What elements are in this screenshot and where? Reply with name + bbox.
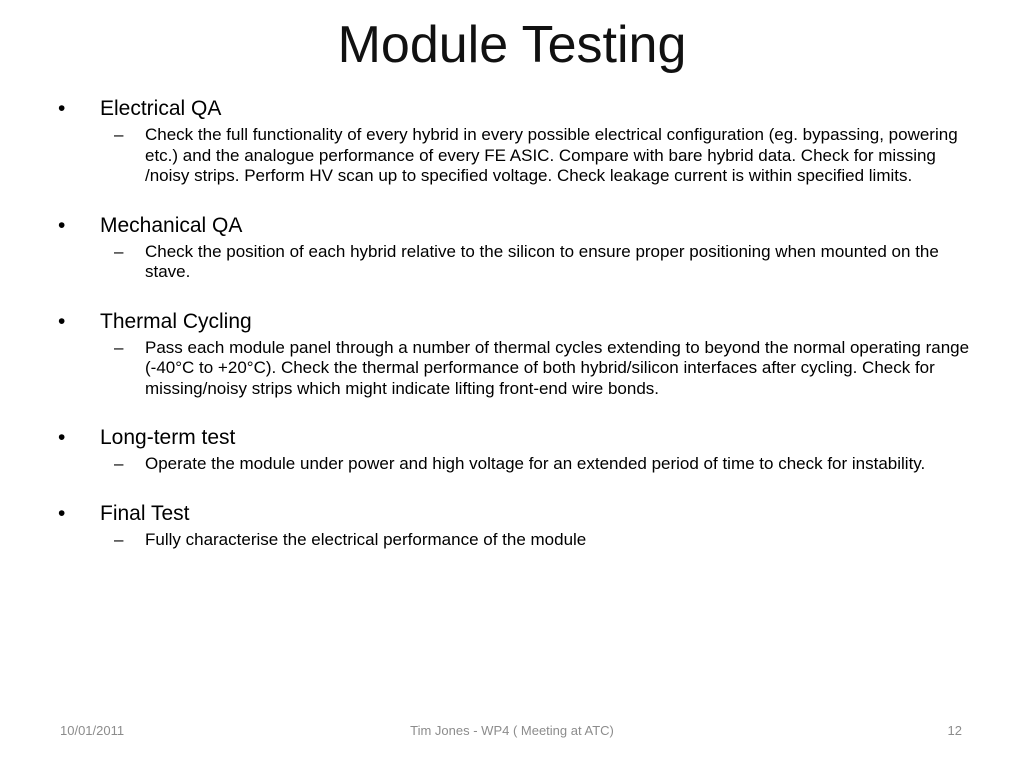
sub-bullet-text: Operate the module under power and high voltage for an extended period of time to check for instability. — [145, 454, 926, 473]
bullet-heading: Thermal Cycling — [100, 309, 252, 333]
list-item — [58, 96, 978, 187]
sub-bullet-row — [58, 454, 978, 475]
dash-icon: – — [114, 529, 124, 549]
bullet-heading: Long-term test — [100, 426, 236, 449]
bullet-heading: Electrical QA — [100, 97, 222, 120]
slide-title: Module Testing — [337, 16, 687, 74]
bullet-heading: Mechanical QA — [100, 213, 243, 237]
bullet-icon: • — [58, 501, 66, 525]
bullet-heading-row — [58, 309, 978, 335]
bullet-icon: • — [58, 309, 66, 333]
sub-bullet-text: Fully characterise the electrical performance of the module — [145, 529, 587, 549]
bullet-icon: • — [58, 213, 66, 237]
footer-date: 10/01/2011 — [60, 723, 125, 738]
bullet-heading-row — [58, 501, 978, 527]
sub-bullet-row — [58, 242, 978, 283]
list-item — [58, 425, 978, 475]
list-item — [58, 213, 978, 283]
bullet-heading: Final Test — [100, 501, 190, 525]
slide-content — [58, 96, 978, 576]
bullet-heading-row — [58, 213, 978, 239]
list-item — [58, 501, 978, 551]
bullet-icon: • — [58, 426, 66, 449]
footer-page-number: 12 — [947, 723, 962, 738]
bullet-heading-row — [58, 96, 978, 122]
dash-icon: – — [114, 241, 124, 261]
sub-bullet-text: Check the full functionality of every hybrid in every possible electrical configuration (eg. bypassing, powering etc.) and the analogue performance of every FE ASIC. Compare with bare hybrid data. Check for missing /noisy strips. Perform HV scan up to specified voltage. Check leakage current is within specified limits. — [145, 125, 958, 185]
footer-presenter: Tim Jones - WP4 ( Meeting at ATC) — [410, 723, 614, 738]
bullet-heading-row — [58, 425, 978, 451]
dash-icon: – — [114, 454, 124, 473]
sub-bullet-text: Check the position of each hybrid relative to the silicon to ensure proper positioning when mounted on the stave. — [145, 241, 939, 281]
list-item — [58, 309, 978, 400]
sub-bullet-row — [58, 125, 978, 187]
sub-bullet-row — [58, 338, 978, 400]
bullet-icon: • — [58, 97, 66, 120]
dash-icon: – — [114, 337, 124, 357]
sub-bullet-row — [58, 530, 978, 551]
sub-bullet-text: Pass each module panel through a number of thermal cycles extending to beyond the normal operating range (-40°C to +20°C). Check the thermal performance of both hybrid/silicon interfaces after cycling. Check for missing/noisy strips which might indicate lifting front-end wire bonds. — [145, 337, 970, 398]
dash-icon: – — [114, 125, 124, 144]
